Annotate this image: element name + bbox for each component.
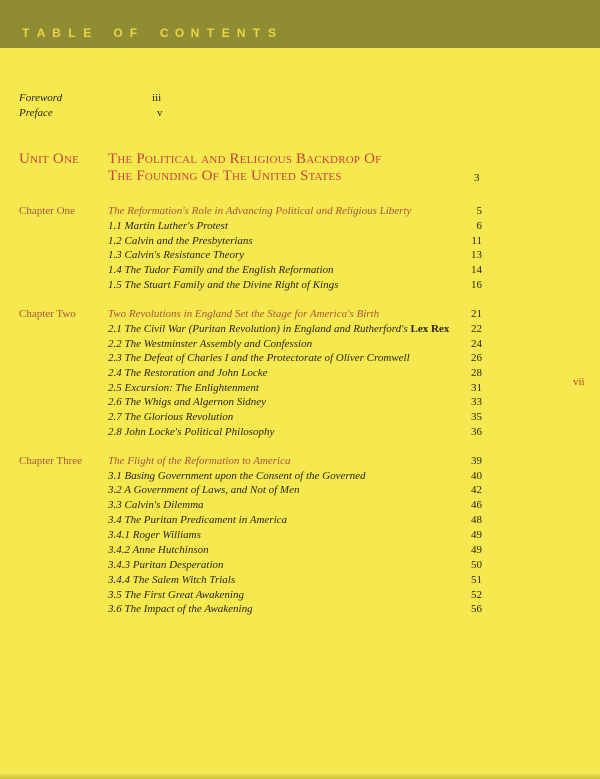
header-title-letter: N: [190, 26, 200, 40]
section-page: 6: [476, 220, 482, 232]
section-title: 2.4 The Restoration and John Locke: [108, 367, 268, 379]
front-matter-foreword-page: iii: [152, 92, 162, 104]
section-title: 3.4.2 Anne Hutchinson: [108, 544, 209, 556]
toc-row[interactable]: [108, 249, 482, 264]
section-page: 22: [471, 323, 482, 335]
section-page: 24: [471, 338, 482, 350]
section-page: 49: [471, 529, 482, 541]
header-title-letter: O: [174, 26, 185, 40]
section-title: 3.4.4 The Salem Witch Trials: [108, 574, 236, 586]
section-title: 2.8 John Locke's Political Philosophy: [108, 426, 275, 438]
page-title: [18, 26, 280, 40]
section-title-with-emphasis: [108, 323, 449, 335]
toc-row[interactable]: [108, 338, 482, 353]
toc-row[interactable]: [108, 382, 482, 397]
section-title: 1.2 Calvin and the Presbyterians: [108, 235, 253, 247]
toc-row[interactable]: [108, 235, 482, 250]
chapter-page: 5: [476, 205, 482, 217]
chapter-page: 21: [471, 308, 482, 320]
toc-row[interactable]: [108, 411, 482, 426]
section-title: 3.5 The First Great Awakening: [108, 589, 244, 601]
section-title: 1.5 The Stuart Family and the Divine Right of Kings: [108, 279, 339, 291]
header-title-letter: T: [252, 26, 261, 40]
section-title: 3.3 Calvin's Dilemma: [108, 499, 204, 511]
section-page: 49: [471, 544, 482, 556]
toc-row[interactable]: [108, 529, 482, 544]
chapter-two-title-row[interactable]: [108, 308, 482, 323]
header-title-letter: A: [36, 26, 46, 40]
header-title-letter: O: [113, 26, 123, 40]
unit-label: Unit One: [19, 151, 80, 167]
chapter-title: The Flight of the Reformation to America: [108, 455, 291, 467]
unit-page: 3: [474, 172, 480, 184]
section-page: 35: [471, 411, 482, 423]
section-page: 31: [471, 382, 482, 394]
chapter-one-title-row[interactable]: [108, 205, 482, 220]
section-title: 3.6 The Impact of the Awakening: [108, 603, 253, 615]
section-title: 2.1 The Civil War (Puritan Revolution) in England and Rutherford's: [108, 323, 408, 335]
front-matter-preface[interactable]: Preface: [19, 107, 53, 119]
toc-row[interactable]: [108, 470, 482, 485]
header-title-letter: S: [267, 26, 276, 40]
header-title-letter: C: [159, 26, 169, 40]
section-title: 3.4 The Puritan Predicament in America: [108, 514, 288, 526]
section-page: 11: [471, 235, 482, 247]
section-page: 33: [471, 396, 482, 408]
section-title: 1.4 The Tudor Family and the English Reformation: [108, 264, 334, 276]
section-page: 52: [471, 589, 482, 601]
toc-row[interactable]: [108, 396, 482, 411]
toc-row[interactable]: [108, 220, 482, 235]
section-title: 1.3 Calvin's Resistance Theory: [108, 249, 245, 261]
toc-row[interactable]: [108, 367, 482, 382]
section-page: 14: [471, 264, 482, 276]
front-matter-preface-page: v: [157, 107, 163, 119]
header-title-letter: [95, 26, 110, 40]
section-title-bold: Lex Rex: [410, 323, 450, 335]
header-title-letter: T: [22, 26, 30, 40]
section-page: 42: [471, 484, 482, 496]
header-title-letter: N: [236, 26, 246, 40]
header-title-letter: F: [129, 26, 138, 40]
section-title: 3.4.1 Roger Williams: [108, 529, 201, 541]
section-title: 3.1 Basing Government upon the Consent of the Governed: [108, 470, 366, 482]
section-title: 2.7 The Glorious Revolution: [108, 411, 234, 423]
header-title-letter: B: [52, 26, 61, 40]
section-title: 2.3 The Defeat of Charles I and the Protectorate of Oliver Cromwell: [108, 352, 410, 364]
toc-row[interactable]: [108, 352, 482, 367]
section-page: 16: [471, 279, 482, 291]
toc-row[interactable]: [108, 574, 482, 589]
section-page: 36: [471, 426, 482, 438]
section-page: 13: [471, 249, 482, 261]
toc-row[interactable]: [108, 279, 482, 294]
toc-row[interactable]: [108, 264, 482, 279]
section-page: 51: [471, 574, 482, 586]
toc-row[interactable]: [108, 426, 482, 441]
toc-row[interactable]: [108, 544, 482, 559]
toc-row[interactable]: [108, 484, 482, 499]
section-page: 56: [471, 603, 482, 615]
header-title-letter: E: [83, 26, 92, 40]
unit-title-line-2: The Founding Of The United States: [108, 168, 342, 184]
chapter-one-label: Chapter One: [19, 205, 75, 217]
toc-row[interactable]: [108, 603, 482, 618]
section-page: 26: [471, 352, 482, 364]
section-title: 1.1 Martin Luther's Protest: [108, 220, 228, 232]
section-title: 3.4.3 Puritan Desperation: [108, 559, 224, 571]
chapter-two-label: Chapter Two: [19, 308, 76, 320]
toc-row[interactable]: [108, 559, 482, 574]
toc-row[interactable]: [108, 499, 482, 514]
section-title: 3.2 A Government of Laws, and Not of Men: [108, 484, 300, 496]
toc-row[interactable]: [108, 323, 482, 338]
chapter-title: The Reformation's Role in Advancing Political and Religious Liberty: [108, 205, 412, 217]
unit-title[interactable]: [108, 151, 382, 185]
header-title-letter: E: [221, 26, 230, 40]
toc-row[interactable]: [108, 589, 482, 604]
chapter-page: 39: [471, 455, 482, 467]
section-page: 28: [471, 367, 482, 379]
section-page: 40: [471, 470, 482, 482]
chapter-three-label: Chapter Three: [19, 455, 83, 467]
chapter-title: Two Revolutions in England Set the Stage for America's Birth: [108, 308, 380, 320]
section-title: 2.2 The Westminster Assembly and Confession: [108, 338, 313, 350]
unit-title-line-1: The Political and Religious Backdrop Of: [108, 151, 382, 167]
section-page: 48: [471, 514, 482, 526]
front-matter-foreword[interactable]: Foreword: [19, 92, 63, 104]
page-number: vii: [573, 376, 585, 388]
toc-row[interactable]: [108, 514, 482, 529]
header-title-letter: L: [68, 26, 76, 40]
header-title-letter: [141, 26, 156, 40]
section-title: 2.5 Excursion: The Enlightenment: [108, 382, 259, 394]
chapter-three-title-row[interactable]: [108, 455, 482, 470]
section-page: 46: [471, 499, 482, 511]
section-title: 2.6 The Whigs and Algernon Sidney: [108, 396, 267, 408]
header-title-letter: T: [206, 26, 215, 40]
header-bar: [0, 0, 600, 48]
section-page: 50: [471, 559, 482, 571]
